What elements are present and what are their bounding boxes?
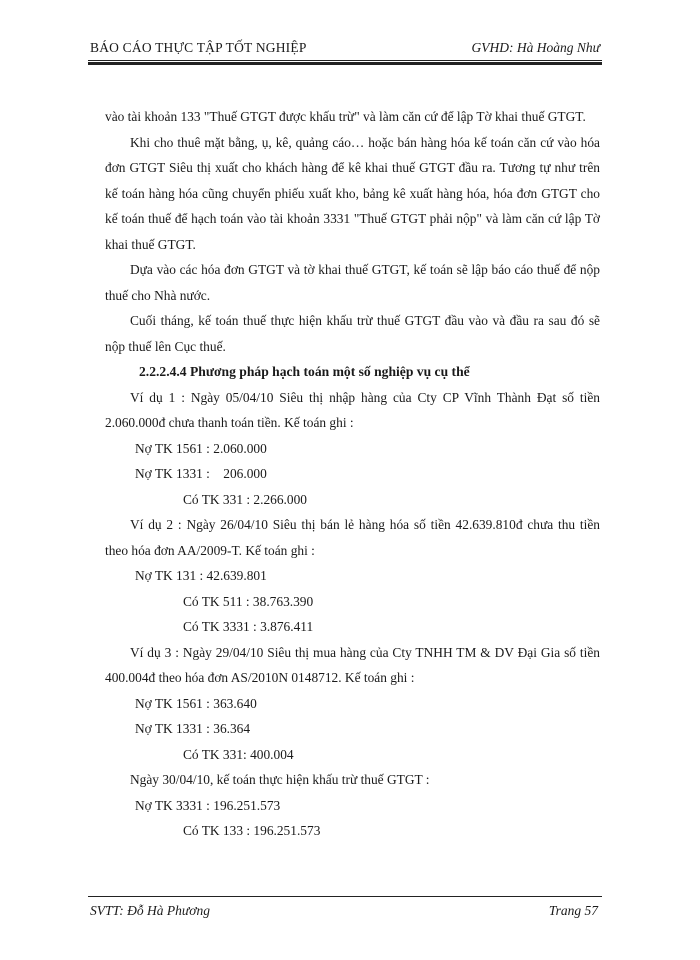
paragraph-3: Dựa vào các hóa đơn GTGT và tờ khai thuế GTGT, kế toán sẽ lập báo cáo thuế để nộp thuế cho Nhà nước. bbox=[105, 262, 600, 303]
journal-entry: Có TK 3331 : 3.876.411 bbox=[183, 619, 314, 634]
journal-entry: Nợ TK 1561 : 363.640 bbox=[135, 695, 257, 711]
section-heading: 2.2.2.4.4 Phương pháp hạch toán một số nghiệp vụ cụ thể bbox=[139, 364, 470, 379]
example-2-text: Ví dụ 2 : Ngày 26/04/10 Siêu thị bán lẻ hàng hóa số tiền 42.639.810đ chưa thu tiền theo hóa đơn AA/2009-T. Kế toán ghi : bbox=[105, 517, 600, 558]
example-3-text: Ví dụ 3 : Ngày 29/04/10 Siêu thị mua hàng của Cty TNHH TM & DV Đại Gia số tiền 400.004đ theo hóa đơn AS/2010N 0148712. Kế toán ghi : bbox=[105, 644, 600, 685]
report-title: BÁO CÁO THỰC TẬP TỐT NGHIỆP bbox=[90, 40, 307, 55]
footer-rule bbox=[88, 896, 602, 897]
journal-entry: Có TK 133 : 196.251.573 bbox=[183, 823, 321, 838]
page-number: Trang 57 bbox=[548, 903, 598, 918]
journal-entry: Có TK 331 : 2.266.000 bbox=[183, 491, 307, 507]
example-1-text: Ví dụ 1 : Ngày 05/04/10 Siêu thị nhập hàng của Cty CP Vĩnh Thành Đạt số tiền 2.060.000đ chưa thanh toán tiền. Kế toán ghi : bbox=[105, 389, 600, 430]
journal-entry: Nợ TK 1331 : 206.000 bbox=[135, 466, 267, 481]
paragraph-1: vào tài khoản 133 "Thuế GTGT được khấu trừ" và làm căn cứ để lập Tờ khai thuế GTGT. bbox=[105, 109, 586, 124]
journal-entry: Nợ TK 1561 : 2.060.000 bbox=[135, 440, 267, 456]
journal-entry: Nợ TK 3331 : 196.251.573 bbox=[135, 797, 281, 813]
instructor-name: GVHD: Hà Hoàng Như bbox=[471, 40, 600, 55]
page-header bbox=[88, 38, 602, 60]
header-rule-thick bbox=[88, 62, 602, 65]
document-body bbox=[105, 104, 600, 844]
paragraph-2: Khi cho thuê mặt bằng, ụ, kê, quảng cáo… hoặc bán hàng hóa kế toán căn cứ vào hóa đơn GTGT Siêu thị xuất cho khách hàng để kê khai thuế GTGT đầu ra. Tương tự như trên kế toán hàng hóa cũng chuyển phiếu xuất kho, bảng kê xuất hàng hóa, hóa đơn GTGT cho kế toán thuế để hạch toán vào tài khoản 3331 "Thuế GTGT phải nộp" và làm căn cứ lập Tờ khai thuế GTGT. bbox=[105, 134, 600, 252]
journal-entry: Có TK 331: 400.004 bbox=[183, 746, 294, 762]
header-rule-thin bbox=[88, 60, 602, 61]
journal-entry: Nợ TK 131 : 42.639.801 bbox=[135, 568, 267, 583]
journal-entry: Nợ TK 1331 : 36.364 bbox=[135, 721, 251, 736]
example-4-text: Ngày 30/04/10, kế toán thực hiện khấu trừ thuế GTGT : bbox=[130, 772, 430, 787]
student-name: SVTT: Đỗ Hà Phương bbox=[90, 903, 210, 918]
journal-entry: Có TK 511 : 38.763.390 bbox=[183, 593, 314, 609]
paragraph-4: Cuối tháng, kế toán thuế thực hiện khấu trừ thuế GTGT đầu vào và đầu ra sau đó sẽ nộp thuế lên Cục thuế. bbox=[105, 313, 600, 354]
